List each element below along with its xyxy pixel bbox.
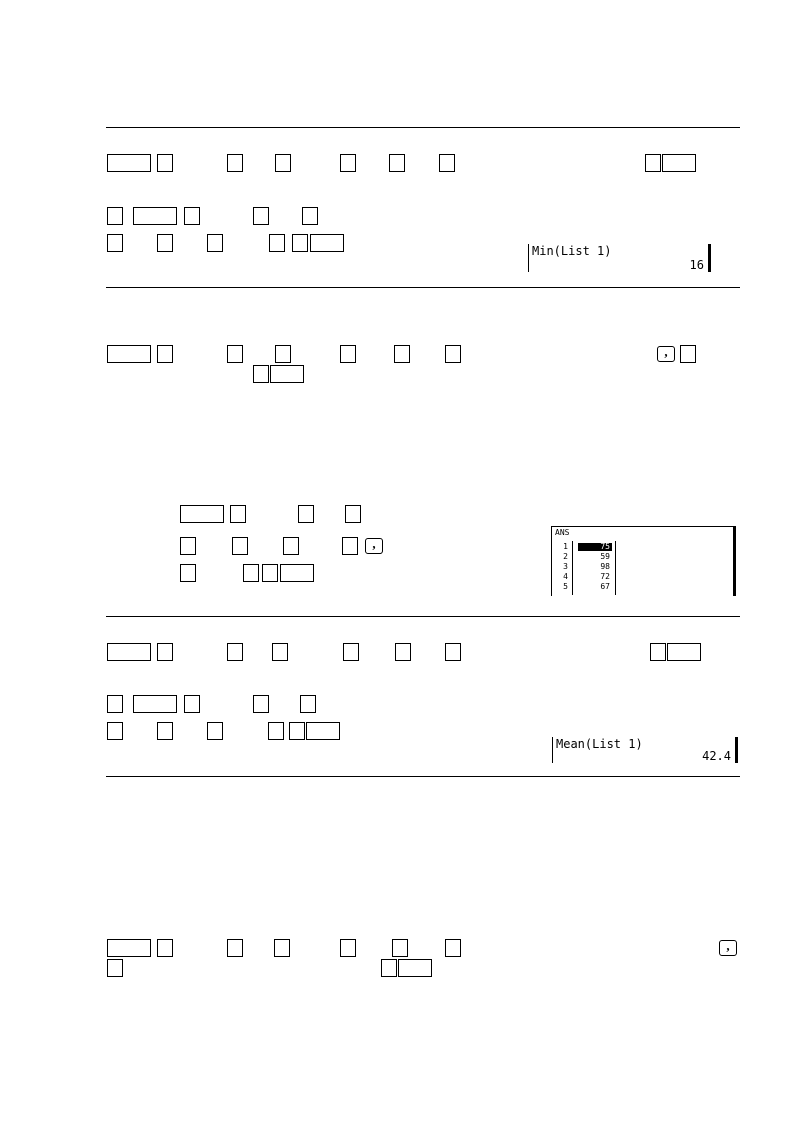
key-button[interactable] (667, 643, 701, 661)
key-button[interactable] (227, 345, 243, 363)
key-button[interactable] (253, 365, 269, 383)
section-divider (106, 287, 740, 288)
key-button[interactable] (157, 154, 173, 172)
key-button[interactable] (253, 207, 269, 225)
key-button[interactable] (107, 154, 151, 172)
list-value-selected: 75 (578, 543, 612, 551)
key-button[interactable] (180, 564, 196, 582)
list-index: 4 (563, 572, 568, 581)
key-button[interactable] (268, 722, 284, 740)
key-button[interactable] (395, 643, 411, 661)
key-button[interactable] (394, 345, 410, 363)
key-button[interactable] (157, 643, 173, 661)
key-button[interactable] (300, 695, 316, 713)
list-row (554, 583, 614, 591)
key-button[interactable] (262, 564, 278, 582)
key-button[interactable] (157, 234, 173, 252)
key-button[interactable] (207, 722, 223, 740)
key-button[interactable] (272, 643, 288, 661)
key-button[interactable] (389, 154, 405, 172)
key-button[interactable] (298, 505, 314, 523)
screen-result: 16 (689, 258, 704, 272)
key-button[interactable] (340, 345, 356, 363)
list-value: 98 (600, 562, 610, 571)
key-button[interactable] (269, 234, 285, 252)
key-button[interactable] (280, 564, 314, 582)
list-index: 3 (563, 562, 568, 571)
list-row (554, 543, 614, 551)
key-button[interactable] (232, 537, 248, 555)
key-button[interactable] (650, 643, 666, 661)
key-button[interactable] (662, 154, 696, 172)
key-button[interactable] (227, 939, 243, 957)
key-button[interactable] (340, 939, 356, 957)
list-row (554, 573, 614, 581)
key-button[interactable] (157, 345, 173, 363)
list-index: 2 (563, 552, 568, 561)
section-divider (106, 776, 740, 777)
calculator-screen (552, 737, 738, 763)
key-button[interactable] (645, 154, 661, 172)
key-button[interactable] (292, 234, 308, 252)
key-button[interactable] (680, 345, 696, 363)
key-button[interactable] (302, 207, 318, 225)
calculator-screen (528, 244, 711, 272)
key-button[interactable] (445, 939, 461, 957)
key-button[interactable] (445, 643, 461, 661)
key-button[interactable] (439, 154, 455, 172)
key-button[interactable] (253, 695, 269, 713)
screen-expression: Min(List 1) (532, 244, 612, 258)
key-button[interactable] (289, 722, 305, 740)
key-button[interactable] (283, 537, 299, 555)
key-button[interactable] (180, 537, 196, 555)
key-button[interactable] (345, 505, 361, 523)
section-divider (106, 127, 740, 128)
key-button[interactable] (157, 939, 173, 957)
list-index: 1 (563, 542, 568, 551)
key-button[interactable] (274, 939, 290, 957)
comma-key[interactable]: , (719, 940, 737, 956)
key-button[interactable] (381, 959, 397, 977)
list-value: 72 (600, 572, 610, 581)
key-button[interactable] (107, 207, 123, 225)
key-button[interactable] (392, 939, 408, 957)
key-button[interactable] (184, 207, 200, 225)
key-button[interactable] (133, 695, 177, 713)
section-divider (106, 616, 740, 617)
key-button[interactable] (275, 154, 291, 172)
key-button[interactable] (207, 234, 223, 252)
key-button[interactable] (227, 154, 243, 172)
key-button[interactable] (133, 207, 177, 225)
key-button[interactable] (157, 722, 173, 740)
comma-key[interactable]: , (657, 346, 675, 362)
key-button[interactable] (340, 154, 356, 172)
screen-expression: Mean(List 1) (556, 737, 643, 751)
list-index: 5 (563, 582, 568, 591)
list-header: ANS (555, 528, 570, 537)
key-button[interactable] (243, 564, 259, 582)
list-row (554, 553, 614, 561)
comma-key[interactable]: , (365, 538, 383, 554)
key-button[interactable] (343, 643, 359, 661)
key-button[interactable] (275, 345, 291, 363)
key-button[interactable] (107, 939, 151, 957)
list-row (554, 563, 614, 571)
key-button[interactable] (107, 695, 123, 713)
key-button[interactable] (306, 722, 340, 740)
key-button[interactable] (270, 365, 304, 383)
key-button[interactable] (398, 959, 432, 977)
key-button[interactable] (107, 959, 123, 977)
key-button[interactable] (227, 643, 243, 661)
key-button[interactable] (180, 505, 224, 523)
calculator-list-screen (551, 526, 736, 596)
list-value: 59 (600, 552, 610, 561)
key-button[interactable] (107, 722, 123, 740)
key-button[interactable] (107, 345, 151, 363)
key-button[interactable] (230, 505, 246, 523)
list-value: 67 (600, 582, 610, 591)
key-button[interactable] (184, 695, 200, 713)
screen-result: 42.4 (702, 749, 731, 763)
key-button[interactable] (310, 234, 344, 252)
key-button[interactable] (107, 643, 151, 661)
key-button[interactable] (107, 234, 123, 252)
key-button[interactable] (342, 537, 358, 555)
key-button[interactable] (445, 345, 461, 363)
